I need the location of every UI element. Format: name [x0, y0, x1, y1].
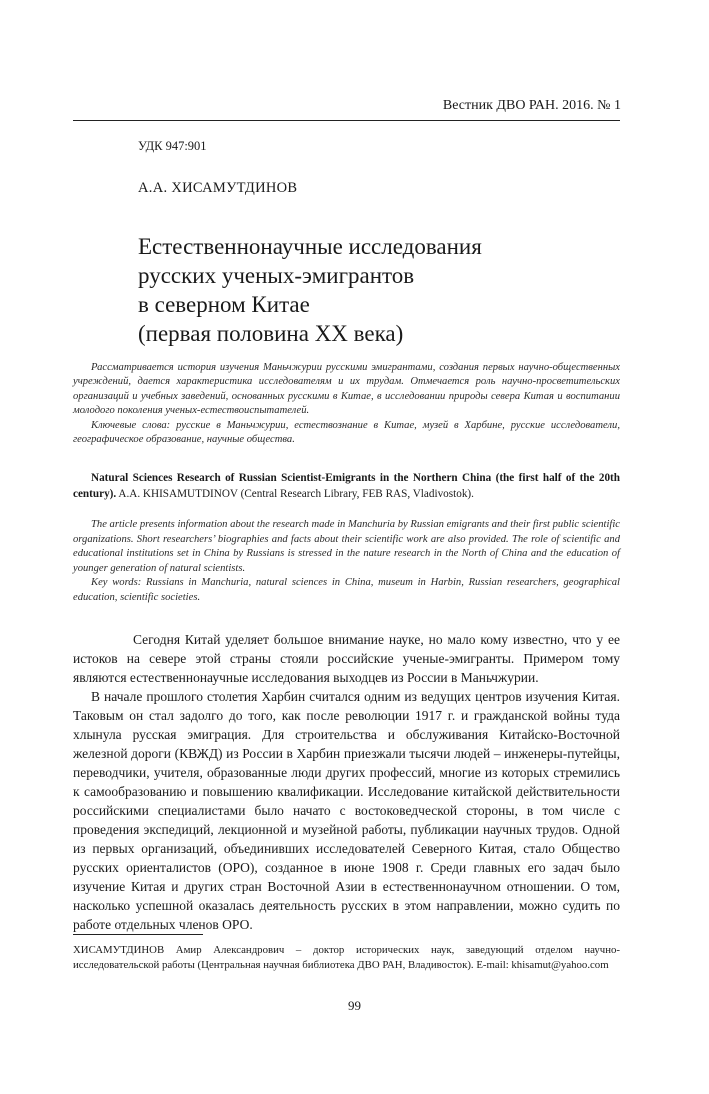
keywords-en: Key words: Russians in Manchuria, natural sciences in China, museum in Harbin, Russian researchers, geographical education, scientific societies. — [73, 577, 620, 603]
english-author-affiliation: A.A. KHISAMUTDINOV (Central Research Library, FEB RAS, Vladivostok). — [116, 488, 474, 500]
journal-header: Вестник ДВО РАН. 2016. № 1 — [442, 98, 621, 113]
author-name: А.А. ХИСАМУТДИНОВ — [138, 180, 298, 196]
keywords-ru: Ключевые слова: русские в Маньчжурии, естествознание в Китае, музей в Харбине, русские исследователи, географическое образование, научные общества. — [73, 419, 620, 446]
abstract-russian — [73, 361, 620, 447]
header-rule — [73, 120, 620, 121]
title-line: в северном Китае — [138, 292, 310, 317]
udk-code: УДК 947:901 — [138, 139, 207, 153]
abstract-ru-text: Рассматривается история изучения Маньчжурии русскими эмигрантами, создания первых научно-общественных учреждений, дается характеристика исследователям и их трудам. Отмечается роль научно-просветительских организаций и учебных заведений, основанных русскими в Китае, в исследовании природы севера Китая и воспитании молодого поколения ученых-естествоиспытателей. — [73, 362, 620, 417]
body-text — [73, 630, 620, 934]
title-line: русских ученых-эмигрантов — [138, 263, 415, 288]
body-paragraph: Сегодня Китай уделяет большое внимание науке, но мало кому известно, что у ее истоков на севере этой страны стояли российские ученые-эмигранты. Примером тому являются естественнонаучные исследования выходцев из России в Маньчжурии. — [73, 632, 620, 685]
article-title — [138, 232, 482, 348]
footnote-rule — [73, 934, 203, 935]
title-line: Естественнонаучные исследования — [138, 234, 482, 259]
body-paragraph: В начале прошлого столетия Харбин считался одним из ведущих центров изучения Китая. Таковым он стал задолго до того, как после революции 1917 г. и гражданской войны туда хлынула русская эмиграция. Для строительства и обслуживания Китайско-Восточной железной дороги (КВЖД) из России в Харбин приезжали тысячи людей – инженеры-путейцы, переводчики, учителя, образованные люди других профессий, многие из которых стремились к самообразованию и повышению квалификации. Исследование китайской действительности российскими специалистами было начато с востоковедческой стороны, в том числе с проведения экспедиций, лекционной и музейной работы, публикации научных трудов. Одной из первых организаций, объединивших исследователей Северного Китая, стало Общество русских ориенталистов (ОРО), созданное в июне 1908 г. Среди главных его задач было изучение Китая и других стран Восточной Азии в естественнонаучном отношении. О том, насколько успешной оказалась деятельность русских в этом направлении, можно судить по работе отдельных членов ОРО. — [73, 689, 620, 932]
title-line: (первая половина XX века) — [138, 321, 404, 346]
abstract-english — [73, 518, 620, 605]
english-title: Natural Sciences Research of Russian Scientist-Emigrants in the Northern China (the first half of the 20th century). — [73, 472, 620, 500]
page-number: 99 — [348, 998, 361, 1013]
abstract-en-text: The article presents information about the research made in Manchuria by Russian emigrants and their first public scientific organizations. Short researchers’ biographies and facts about their scientific work are also provided. The role of scientific and educational institutions set in China by Russians is stressed in the nature research in the North of China and the education of younger generation of natural scientists. — [73, 519, 620, 574]
author-footnote: ХИСАМУТДИНОВ Амир Александрович – доктор исторических наук, заведующий отделом научно-исследовательской работы (Центральная научная библиотека ДВО РАН, Владивосток). E-mail: khisamut@yahoo.com — [73, 944, 620, 971]
english-title-block — [73, 470, 620, 502]
